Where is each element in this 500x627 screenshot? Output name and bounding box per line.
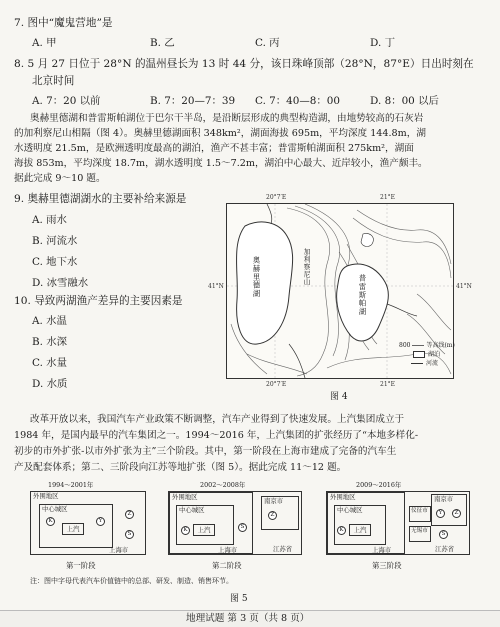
stage3-city: 上海市 [372,546,392,554]
stage2-letter-s: S [238,523,247,532]
stage2-label: 第二阶段 [212,561,242,570]
q8-option-d: D. 8：00 以后 [370,95,439,107]
stage1-outer-box [30,491,146,555]
mountain-label: 加利察尼山 [302,248,310,286]
stage2-core: 上汽 [193,524,215,536]
stage2-nanjing-label: 南京市 [264,497,284,505]
q9-option-c: C. 地下水 [32,256,78,268]
q8-option-a: A. 7：20 以前 [32,95,101,107]
stage2-letter-k: K [181,526,190,535]
q8-option-b: B. 7：20—7：39 [150,95,236,107]
stage1-outer-label: 外围地区 [33,492,59,500]
stage3-center-label: 中心城区 [337,506,363,514]
passage1-line1: 奥赫里德湖和普雷斯帕湖位于巴尔干半岛，是沿断层形成的典型构造湖，由地势较高的石灰岩 [30,113,424,124]
legend-contour-value: 800 [399,342,411,349]
passage2-line1: 改革开放以来，我国汽车产业政策不断调整，汽车产业得到了快速发展。上汽集团成立于 [30,414,405,425]
figure5-note: 注：图中字母代表汽车价值链中的总部、研发、制造、销售环节。 [30,577,233,585]
q10-stem: 10. 导致两湖渔产差异的主要因素是 [14,295,183,307]
q7-stem: 7. 图中“魔鬼营地”是 [14,17,113,29]
lake-prespa-label: 普雷斯帕湖 [358,274,367,316]
footer-text: 地理试题 第 3 页（共 8 页） [186,613,310,624]
figure5 [28,482,472,602]
stage3-letter-s: S [439,530,448,539]
map-lon-bottom-right: 21°E [380,381,396,388]
stage3-letter-k: K [337,526,346,535]
stage1-letter-s: S [125,530,134,539]
legend-lake-swatch [413,351,425,358]
passage1-line4: 海拔 853m，平均深度 18.7m，湖水透明度 1.5～7.2m，湖泊中心最大、近岸较小，渔产颇丰。 [14,158,428,169]
figure4-map [226,203,454,379]
stage2-letter-z: Z [268,511,277,520]
legend-lake-label: 湖泊 [428,351,441,358]
passage1-line5: 据此完成 9～10 题。 [14,173,106,184]
q10-option-b: B. 水深 [32,336,68,348]
q7-option-c: C. 丙 [255,37,280,49]
passage2-line4: 产及配套体系；第二、三阶段向江苏等地扩张（图 5）。据此完成 11～12 题。 [14,462,347,473]
q7-option-d: D. 丁 [370,37,395,49]
map-lat-left: 41°N [208,283,224,290]
passage1-line2: 的加利察尼山相隔（图 4）。奥赫里德湖面积 348km²，湖面海拔 695m，平均深度 144.8m，湖 [14,128,426,139]
lake-ohrid-shape [237,222,293,344]
map-lon-top-right: 21°E [380,194,396,201]
legend-contour-label: 等高线(m) [426,342,455,349]
q10-option-a: A. 水温 [32,315,67,327]
stage3-years: 2009～2016年 [356,481,402,489]
q9-stem: 9. 奥赫里德湖湖水的主要补给来源是 [14,193,187,205]
q8-stem-line1: 8. 5 月 27 日位于 28°N 的温州昼长为 13 时 44 分，该日珠峰顶部（28°N，87°E）日出时刻在 [14,58,474,70]
stage3-province-box [326,491,470,555]
stage3-letter-z-nanjing: Z [452,509,461,518]
stage2-city: 上海市 [218,546,238,554]
q9-option-b: B. 河流水 [32,235,78,247]
q9-option-a: A. 雨水 [32,214,67,226]
q10-option-c: C. 水量 [32,357,67,369]
q8-option-c: C. 7：40—8：00 [255,95,341,107]
passage1-line3: 水透明度 21.5m，是欧洲透明度最高的湖泊，渔产不甚丰富；普雷斯帕湖面积 275km²，湖面 [14,143,414,154]
map-lat-right: 41°N [456,283,472,290]
stage2-center-box [176,505,234,545]
passage2-line3: 初步的市外扩张-以市外扩张为主”三个阶段。其中，第一阶段在上海市建成了完备的汽车生 [14,446,397,457]
stage3-yizheng-label: 仪征市 [411,508,428,514]
stage1-years: 1994～2001年 [48,481,94,489]
lake-ohrid-label: 奥赫里德湖 [252,256,261,298]
stage2-outer-label: 外围地区 [172,493,198,501]
stage3-label: 第三阶段 [372,561,402,570]
stage2-years: 2002～2008年 [200,481,246,489]
q7-option-a: A. 甲 [32,37,57,49]
passage2-line2: 1984 年，是国内最早的汽车集团之一。1994～2016 年，上汽集团的扩张经历了“本地多样化- [14,430,419,441]
stage1-center-box [39,504,113,548]
q10-option-d: D. 水质 [32,378,68,390]
stage3-core: 上汽 [349,524,371,536]
stage3-center-box [334,505,386,545]
stage3-outer-label: 外围地区 [330,493,356,501]
page-footer [0,610,500,627]
map-lon-bottom-left: 20°7′E [266,381,287,388]
q7-option-b: B. 乙 [150,37,175,49]
stage3-nanjing-label: 南京市 [434,495,454,503]
stage1-core: 上汽 [62,523,84,535]
stage2-province-box [168,491,302,555]
stage3-letter-y: Y [436,509,445,518]
q9-option-d: D. 冰雪融水 [32,277,89,289]
stage2-province: 江苏省 [273,545,293,553]
stage1-letter-y: Y [96,517,105,526]
stage1-letter-k: K [46,517,55,526]
stage1-letter-z: Z [125,510,134,519]
q8-stem-line2: 北京时间 [32,75,75,87]
legend-river-label: 河流 [426,360,439,367]
stage2-nanjing-box [261,496,299,530]
stage1-center-label: 中心城区 [42,505,68,513]
stage1-city: 上海市 [109,546,129,554]
figure4-caption: 图 4 [330,392,348,402]
stage3-outer-box [327,492,405,554]
stage2-outer-box [169,492,253,554]
map-lon-top-left: 20°7′E [266,194,287,201]
stage1-label: 第一阶段 [66,561,96,570]
figure5-caption: 图 5 [230,594,248,604]
legend-contour-line [412,345,424,346]
map-legend [399,340,455,367]
stage2-center-label: 中心城区 [179,506,205,514]
stage3-nanjing-box [431,494,467,526]
stage3-yizheng-box [409,506,431,522]
stage3-wuxi-box [409,526,431,542]
stage3-wuxi-label: 无锡市 [411,528,428,534]
stage3-province: 江苏省 [435,545,455,553]
legend-river-line [411,363,423,364]
